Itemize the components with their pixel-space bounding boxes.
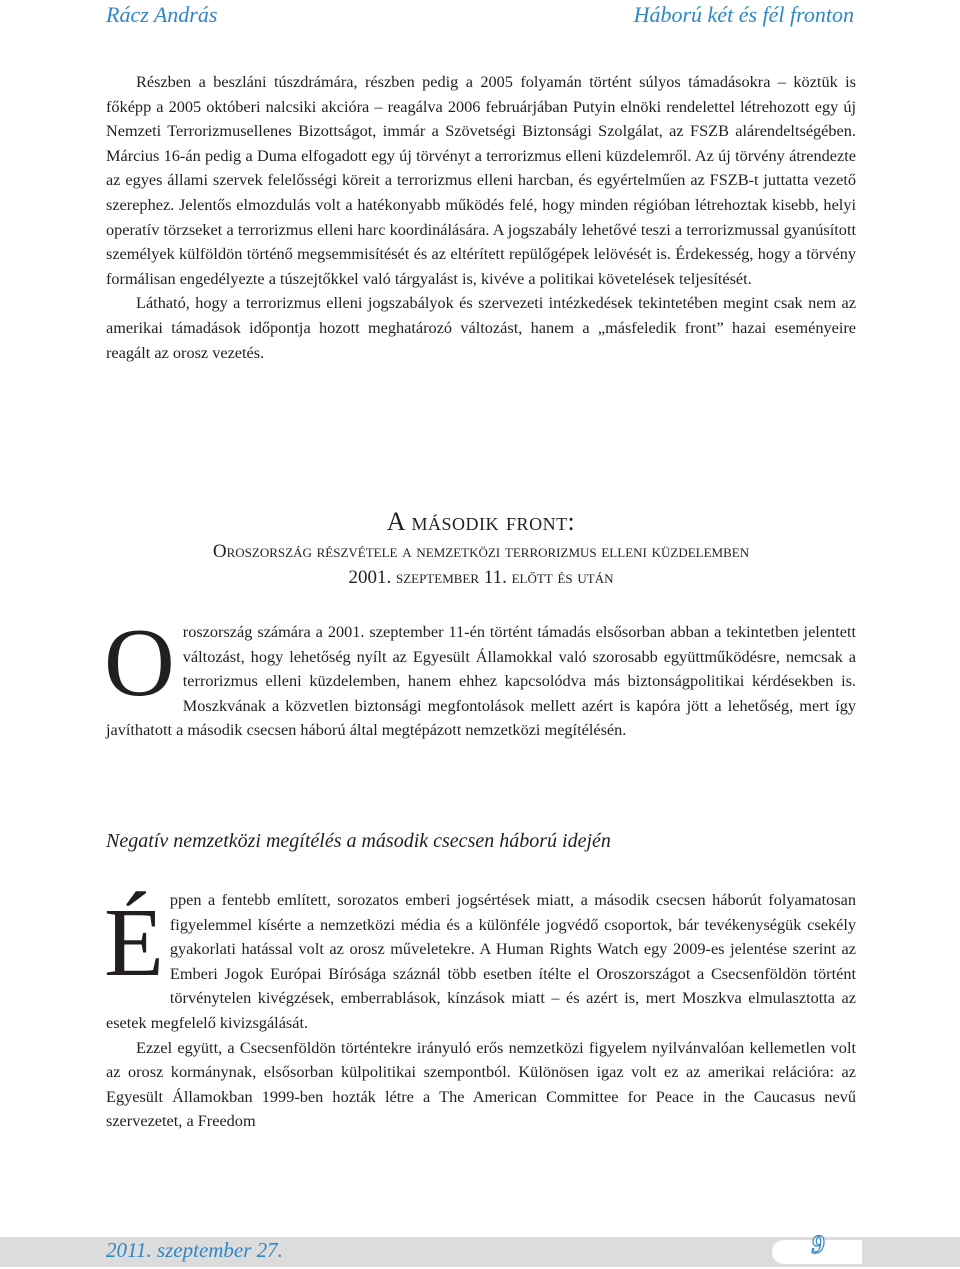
running-header	[0, 0, 960, 38]
page-number-text: 9	[811, 1230, 825, 1259]
section-heading-line-2: Oroszország részvétele a nemzetközi terrorizmus elleni küzdelemben	[212, 541, 750, 562]
paragraph-text: roszország számára a 2001. szeptember 11-én történt támadás elsősorban abban a tekintetben jelentett változást, hogy lehetőség nyílt az Egyesült Államokkal való szorosabb együttműködésre, nemcsak a terrorizmus elleni küzdelemben, hanem ehhez kapcsolódva más biztonságpolitikai kérdésekben is. Moszkvának a közvetlen biztonsági megfontolások mellett azért is kapóra jött a lehetőség, mert így javíthatott a második csecsen háború által megtépázott nemzetközi megítélésén.	[106, 622, 856, 740]
header-author: Rácz András	[106, 2, 218, 27]
section-heading-line-3: 2001. szeptember 11. előtt és után	[348, 567, 614, 588]
subsection-heading: Negatív nemzetközi megítélés a második csecsen háború idején	[106, 830, 611, 852]
header-title: Háború két és fél fronton	[633, 2, 854, 27]
section-heading	[106, 505, 856, 591]
paragraph: Ezzel együtt, a Csecsenföldön történtekre irányuló erős nemzetközi figyelem nyilvánvalóan kellemetlen volt az orosz kormánynak, elsősorban külpolitikai szempontból. Különösen igaz volt ez az amerikai relációra: az Egyesült Államokban 1999-ben hozták létre a The American Committee for Peace in the Caucasus nevű szervezetet, a Freedom	[106, 1037, 856, 1131]
paragraph-text: ppen a fentebb említett, sorozatos emberi jogsértések miatt, a második csecsen háborút folyamatosan figyelemmel kísérte a nemzetközi média és a különféle jogvédő csoportok, bár tevékenységük csekély gyakorlati hatással volt az orosz műveletekre. A Human Rights Watch egy 2009-es jelentése szerint az Emberi Jogok Európai Bírósága száznál több esetben ítélte el Oroszországot a Csecsenföldön történt törvénytelen kivégzések, emberrablások, kínzások miatt – és azért is, mert Moszkva elmulasztotta az esetek megfelelő kivizsgálását.	[106, 890, 856, 1032]
body-text-block-2	[104, 609, 856, 743]
body-text-block-1	[106, 70, 856, 365]
footer-date: 2011. szeptember 27.	[106, 1238, 283, 1262]
paragraph	[104, 609, 856, 743]
paragraph: Látható, hogy a terrorizmus elleni jogszabályok és szervezeti intézkedések tekintetében megint csak nem az amerikai támadások időpontja hozott meghatározó változást, hanem a „másfeledik front” hazai eseményeire reagált az orosz vezetés.	[106, 293, 856, 362]
drop-cap: É	[104, 889, 164, 997]
paragraph	[106, 888, 856, 1036]
page-number	[780, 1230, 856, 1264]
drop-cap: O	[104, 609, 175, 717]
body-text-block-3	[106, 888, 856, 1134]
section-heading-line-1: A második front:	[386, 507, 576, 536]
paragraph: Részben a beszláni túszdrámára, részben pedig a 2005 folyamán történt súlyos támadásokra – köztük is főképp a 2005 októberi nalcsiki akcióra – reagálva 2006 februárjában Putyin elnöki rendelettel létrehozott egy új Nemzeti Terrorizmusellenes Bizottságot, immár a Szövetségi Biztonsági Szolgálat, az FSZB alárendeltségében. Március 16-án pedig a Duma elfogadott egy új törvényt a terrorizmus elleni küzdelemről. Az új törvény átrendezte az egyes állami szervek felelősségi köreit a terrorizmus elleni harcban, és egyértelműen az FSZB-t juttatta vezető szerephez. Jelentős elmozdulás volt a hatékonyabb működés felé, hogy minden régióban létrehoztak kisebb, helyi operatív törzseket a terrorizmus elleni harc koordinálására. A jogszabály lehetővé teszi a terrorizmussal gyanúsított személyek külföldön történő megsemmisítését és az eltérített repülőgépek lelövését is. Érdekesség, hogy a törvény formálisan engedélyezte a túszejtőkkel való tárgyalást is, kivéve a politikai követelések teljesítését.	[106, 72, 856, 288]
